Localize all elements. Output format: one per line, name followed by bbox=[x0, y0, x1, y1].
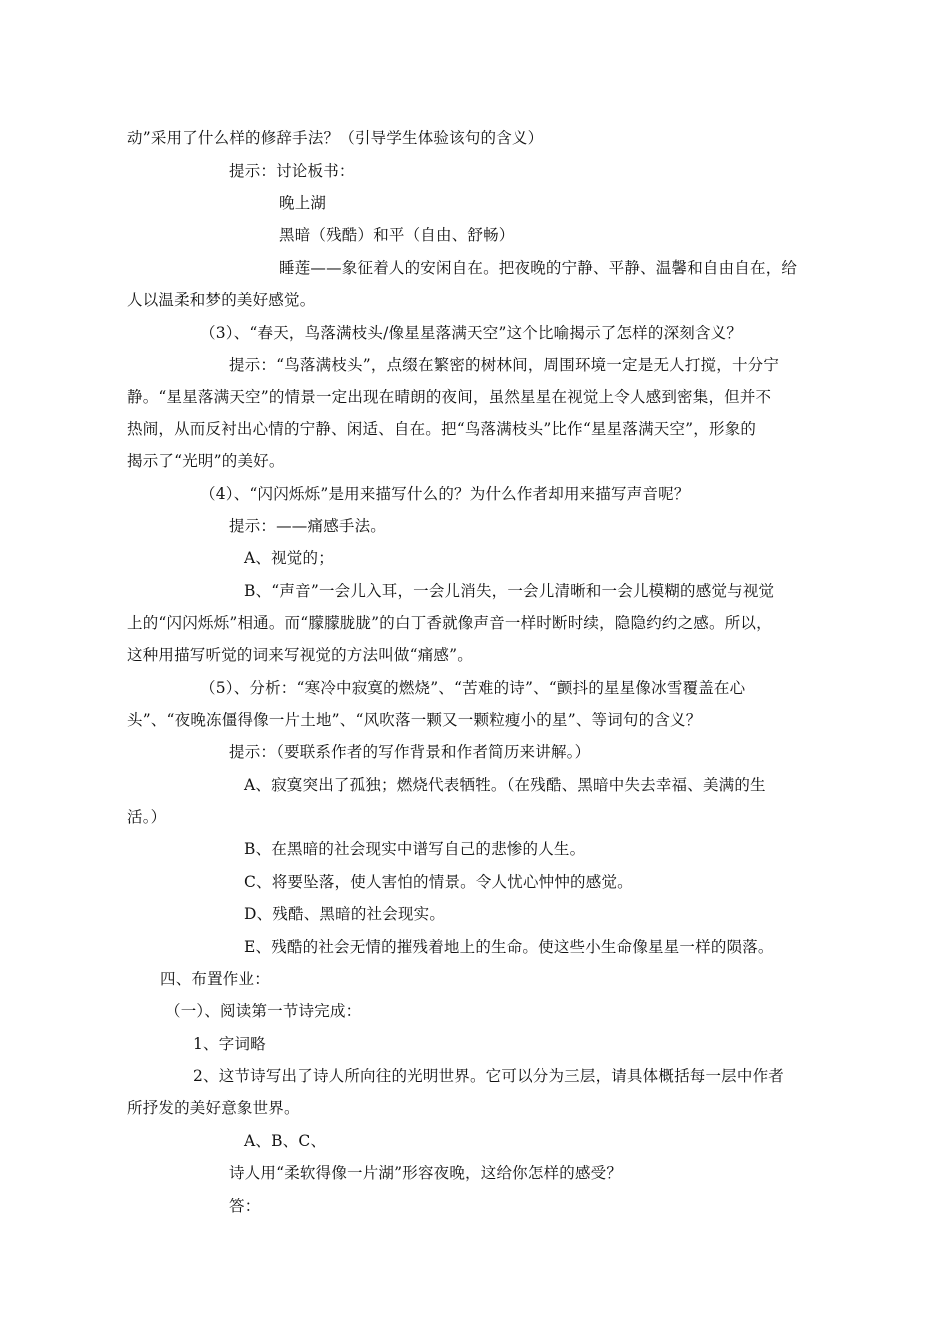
text-line-10: 热闹，从而反衬出心情的宁静、闲适、自在。把“鸟落满枝头”比作“星星落满天空”，形象的 bbox=[127, 420, 757, 438]
text-line-7: （3）、“春天，鸟落满枝头/像星星落满天空”这个比喻揭示了怎样的深刻含义？ bbox=[200, 324, 743, 342]
text-line-8: 提示：“鸟落满枝头”，点缀在繁密的树林间，周围环境一定是无人打搅，十分宁 bbox=[229, 356, 780, 374]
text-line-30: 2、这节诗写出了诗人所向往的光明世界。它可以分为三层，请具体概括每一层中作者 bbox=[193, 1067, 784, 1085]
text-line-6: 人以温柔和梦的美好感觉。 bbox=[127, 291, 316, 309]
text-line-19: 头”、“夜晚冻僵得像一片土地”、“风吹落一颗又一颗粒瘦小的星”、等词句的含义？ bbox=[127, 711, 702, 729]
text-line-20: 提示：（要联系作者的写作背景和作者简历来讲解。） bbox=[229, 743, 591, 761]
text-line-17: 这种用描写听觉的词来写视觉的方法叫做“痛感”。 bbox=[127, 646, 473, 664]
text-line-18: （5）、分析：“寒冷中寂寞的燃烧”、“苦难的诗”、“颤抖的星星像冰雪覆盖在心 bbox=[200, 679, 746, 697]
text-line-22: 活。） bbox=[127, 808, 167, 826]
text-line-4: 黑暗（残酷）和平（自由、舒畅） bbox=[279, 226, 515, 244]
text-line-11: 揭示了“光明”的美好。 bbox=[127, 452, 285, 470]
text-line-23: B、在黑暗的社会现实中谱写自己的悲惨的人生。 bbox=[244, 840, 586, 858]
text-line-15: B、“声音”一会儿入耳，一会儿消失，一会儿清晰和一会儿模糊的感觉与视觉 bbox=[244, 582, 775, 600]
text-line-13: 提示：——痛感手法。 bbox=[229, 517, 387, 535]
text-line-25: D、残酷、黑暗的社会现实。 bbox=[244, 905, 446, 923]
text-line-32: A、B、C、 bbox=[244, 1132, 327, 1150]
text-line-9: 静。“星星落满天空”的情景一定出现在晴朗的夜间，虽然星星在视觉上令人感到密集，但并不 bbox=[127, 388, 772, 406]
text-line-16: 上的“闪闪烁烁”相通。而“朦朦胧胧”的白丁香就像声音一样时断时续，隐隐约约之感。所以， bbox=[127, 614, 772, 632]
text-line-1: 动”采用了什么样的修辞手法？（引导学生体验该句的含义） bbox=[127, 129, 544, 147]
text-line-31: 所抒发的美好意象世界。 bbox=[127, 1099, 300, 1117]
text-line-5: 睡莲——象征着人的安闲自在。把夜晚的宁静、平静、温馨和自由自在，给 bbox=[279, 259, 798, 277]
text-line-29: 1、字词略 bbox=[193, 1035, 266, 1053]
text-line-2: 提示：讨论板书： bbox=[229, 162, 355, 180]
text-line-24: C、将要坠落，使人害怕的情景。令人忧心忡忡的感觉。 bbox=[244, 873, 633, 891]
text-line-33: 诗人用“柔软得像一片湖”形容夜晚，这给你怎样的感受？ bbox=[229, 1164, 623, 1182]
text-line-34: 答： bbox=[229, 1197, 261, 1215]
text-line-21: A、寂寞突出了孤独；燃烧代表牺牲。（在残酷、黑暗中失去幸福、美满的生 bbox=[244, 776, 766, 794]
text-line-27: 四、布置作业： bbox=[160, 970, 270, 988]
text-line-12: （4）、“闪闪烁烁”是用来描写什么的？为什么作者却用来描写声音呢？ bbox=[200, 485, 690, 503]
text-line-28: （一）、阅读第一节诗完成： bbox=[165, 1002, 362, 1020]
text-line-26: E、残酷的社会无情的摧残着地上的生命。使这些小生命像星星一样的陨落。 bbox=[244, 938, 774, 956]
text-line-3: 晚上湖 bbox=[279, 194, 327, 212]
text-line-14: A、视觉的； bbox=[244, 549, 334, 567]
